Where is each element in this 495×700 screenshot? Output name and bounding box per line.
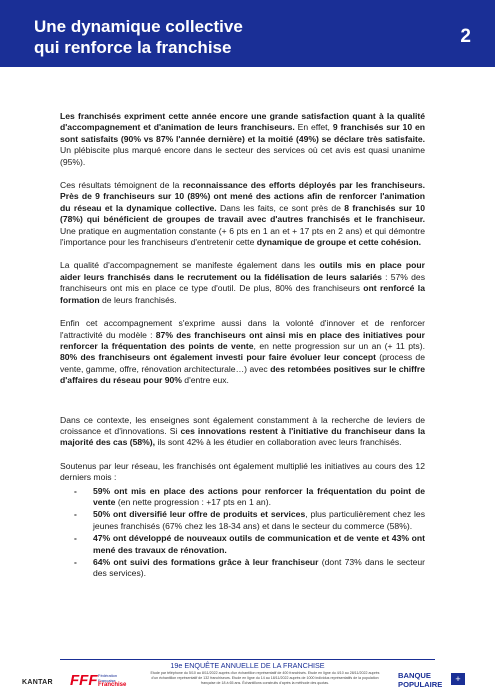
text-run: Dans les faits, ce sont près de xyxy=(216,202,345,213)
kantar-logo: KANTAR xyxy=(22,679,53,686)
bold-text-run: 80% des franchiseurs ont également investi pour faire évoluer leur concept xyxy=(60,352,376,363)
footer-divider xyxy=(60,659,435,660)
page-title-line-2: qui renforce la franchise xyxy=(34,38,232,57)
text-run: (dont 73% dans le secteur des services). xyxy=(93,557,426,579)
text-run: En effet, xyxy=(294,122,333,133)
bold-text-run: 59% ont mis en place des actions pour renforcer la fréquentation du point de vente xyxy=(93,485,425,507)
page-number: 2 xyxy=(460,26,471,47)
bold-text-run: ont renforcé la formation xyxy=(60,283,425,305)
text-run: d'entre eux. xyxy=(181,375,229,386)
page-title xyxy=(34,16,243,58)
bold-text-run: des retombées positives sur le chiffre d'affaires du réseau pour 90% xyxy=(60,363,425,386)
footer-methodology-note: Etude par téléphone du 5/10 au 8/11/2022 auprès d'un échantillon représentatif de 400 franchisés. Etude en ligne du 4/10 au 28/11/2022 auprès d'un échantillon représentatif de 132 franchiseurs. Etude en ligne du 14 au 18/11/2022 auprès de 1000 individus représentatifs de la population française de 18 à 65 ans. Échantillons construits d'après la méthode des quotas. xyxy=(150,671,380,685)
bold-text-run: 9 franchisés sur 10 en sont satisfaits (90% vs 87% l'année dernière) et la moitié (49%) se déclare très satisfaite. xyxy=(60,122,425,144)
bold-text-run: 8 franchisés sur 10 (78%) qui bénéficient de groupes de travail avec d'autres franchisés et le franchiseur. xyxy=(60,202,425,225)
text-run: , plus particulièrement chez les jeunes franchisés (67% chez les 18-34 ans) et dans le secteur du commerce (58%). xyxy=(93,509,425,531)
text-run: Un plébiscite plus marqué encore dans le secteur des services où cet avis est quasi unanime (95%). xyxy=(60,145,425,167)
text-run: ils sont 42% à les étudier en collaboration avec leurs franchisés. xyxy=(155,437,402,448)
text-run: de leurs franchisés. xyxy=(99,294,177,305)
paragraph-innovation xyxy=(60,318,425,386)
fff-logo-line-2: Française xyxy=(98,678,116,683)
list-item xyxy=(93,486,425,509)
list-item xyxy=(93,533,425,556)
bold-text-run: 87% des franchiseurs ont ainsi mis en place des initiatives pour renforcer la fréquentation des points de vente xyxy=(60,329,425,351)
list-item xyxy=(93,509,425,532)
text-run: (process de vente, gamme, offre, rénovation architecturale…) avec xyxy=(60,352,425,374)
bold-text-run: ces innovations restent à l'initiative du franchiseur dans la majorité des cas (58%), xyxy=(60,425,425,448)
bold-text-run: 47% ont développé de nouveaux outils de communication et de vente et 43% ont mené des travaux de rénovation. xyxy=(93,533,425,555)
banque-populaire-plus-icon: + xyxy=(451,673,465,685)
bp-logo-line-1: BANQUE xyxy=(398,671,431,680)
text-run: Ces résultats témoignent de la xyxy=(60,180,183,191)
bold-text-run: outils mis en place pour aider leurs franchisés dans le recrutement ou la fidélisation de leurs salariés xyxy=(60,260,426,282)
paragraph-satisfaction xyxy=(60,111,425,168)
bp-logo-line-2: POPULAIRE xyxy=(398,680,443,689)
fff-logo xyxy=(70,670,145,692)
text-run: Une pratique en augmentation constante (+ 6 pts en 1 an et + 17 pts en 2 ans) et qui démontre l'importance pour les franchiseurs d'entretenir cette xyxy=(60,225,425,248)
text-run: La qualité d'accompagnement se manifeste également dans les xyxy=(60,260,320,271)
bold-text-run: reconnaissance des efforts déployés par les franchiseurs. Près de 9 franchiseurs sur 10 (89%) ont mené des actions afin de renforcer l'animation du réseau et la dynamique collective. xyxy=(60,180,425,213)
article-body xyxy=(60,111,425,581)
paragraph-initiatives-intro xyxy=(60,461,425,484)
text-run: , en nette progression sur un an (+ 11 pts). xyxy=(253,340,425,351)
paragraph-outils xyxy=(60,260,425,306)
bold-text-run: Les franchisés expriment cette année encore une grande satisfaction quant à la qualité d'accompagnement et d'animation de leurs franchiseurs. xyxy=(60,111,425,133)
paragraph-contexte xyxy=(60,415,425,449)
bold-text-run: dynamique de groupe et cette cohésion. xyxy=(256,237,422,248)
fff-logo-line-1: Fédération xyxy=(98,673,118,678)
banque-populaire-logo xyxy=(398,670,478,694)
list-item xyxy=(93,557,425,580)
bold-text-run: 64% ont suivi des formations grâce à leur franchiseur xyxy=(93,557,319,567)
paragraph-reconnaissance xyxy=(60,180,425,248)
text-run: Enfin cet accompagnement s'exprime aussi dans la volonté d'innover et de renforcer l'attractivité du modèle : xyxy=(60,318,425,340)
footer-title: 19e ENQUÊTE ANNUELLE DE LA FRANCHISE xyxy=(170,661,325,670)
text-run: : 57% des franchiseurs ont mis en place ce type d'outil. De plus, 80% des franchiseurs xyxy=(60,271,426,294)
fff-logo-line-3: Franchise xyxy=(98,682,127,688)
bold-text-run: 50% ont diversifié leur offre de produits et services xyxy=(93,509,306,520)
banque-populaire-logo-text xyxy=(398,671,442,689)
page-title-line-1: Une dynamique collective xyxy=(34,17,243,36)
initiatives-list xyxy=(60,486,425,580)
text-run: Dans ce contexte, les enseignes sont également constamment à la recherche de leviers de croissance et d'innovations. Si xyxy=(60,414,425,436)
fff-logo-mark: FFF xyxy=(70,672,98,689)
text-run: (en nette progression : +17 pts en 1 an). xyxy=(115,496,271,507)
page-header xyxy=(0,0,495,67)
fff-logo-text xyxy=(98,673,126,688)
text-run: Soutenus par leur réseau, les franchisés ont également multiplié les initiatives au cours des 12 derniers mois : xyxy=(60,460,425,483)
